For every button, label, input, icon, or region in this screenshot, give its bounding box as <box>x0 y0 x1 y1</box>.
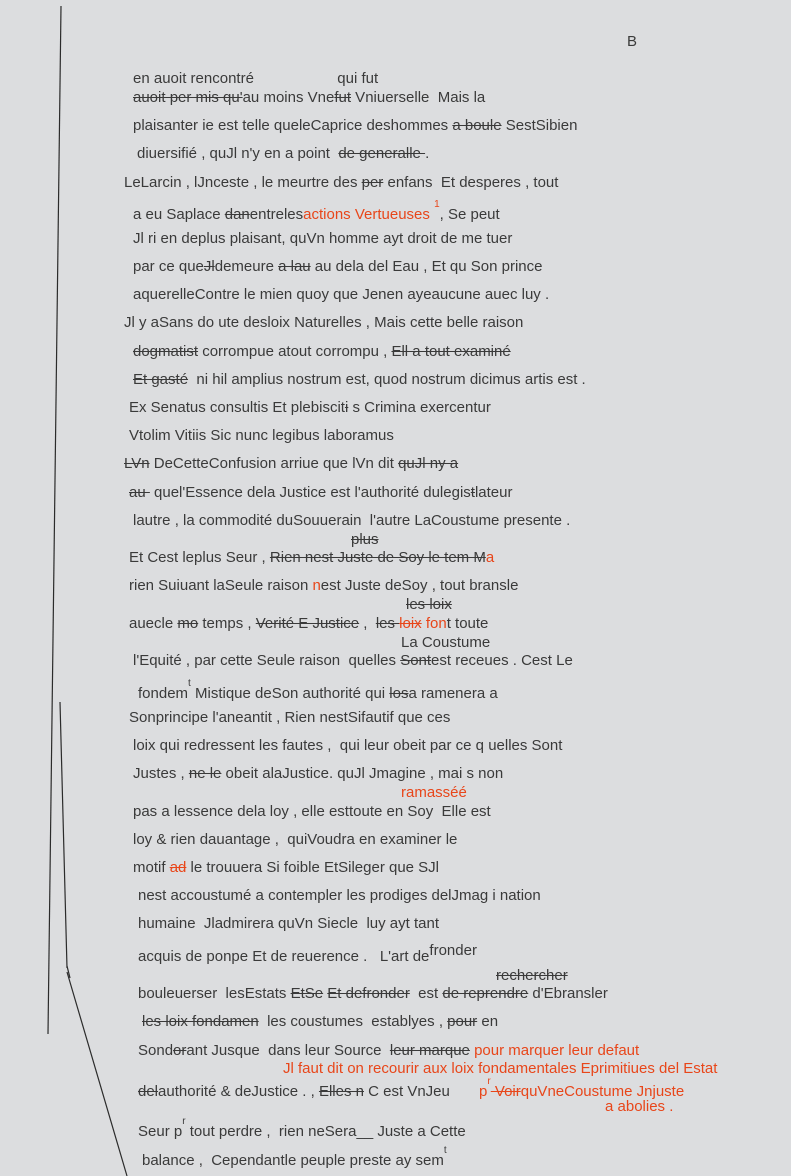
text-segment: authorité & deJustice . , <box>158 1083 319 1100</box>
text-line <box>401 784 467 802</box>
text-segment: est Juste deSoy , tout bransle <box>320 577 519 594</box>
red-annotation: quVneCoustume Jnjuste <box>520 1083 685 1100</box>
struck-text: les loix <box>406 596 452 613</box>
text-line <box>124 455 458 473</box>
text-segment: demeure <box>214 258 279 275</box>
text-segment: , <box>359 615 376 632</box>
struck-text: i <box>344 399 349 416</box>
text-line <box>133 371 586 389</box>
text-segment: Ex Senatus consultis Et plebiscit <box>129 399 345 416</box>
text-segment: lautre , la commodité duSouuerain l'autre LaCoustume presente . <box>133 512 571 529</box>
text-segment: tout perdre , rien neSera__ Juste a Cette <box>185 1123 466 1140</box>
text-segment: au moins Vne <box>242 89 335 106</box>
struck-text: los <box>389 685 409 702</box>
text-segment: acquis de ponpe Et de reuerence . L'art de <box>138 948 430 965</box>
text-segment: r <box>182 1116 186 1127</box>
text-line <box>124 314 523 332</box>
text-line <box>133 199 500 224</box>
text-line <box>133 343 511 361</box>
text-segment: Vniuerselle Mais la <box>351 89 486 106</box>
text-line <box>401 634 490 652</box>
text-line <box>133 117 577 135</box>
struck-text: del <box>138 1083 159 1100</box>
struck-text: or <box>173 1042 187 1059</box>
text-segment: l'Equité , par cette Seule raison quelles <box>133 652 401 669</box>
text-segment: t <box>443 1145 447 1156</box>
text-segment: Sonprincipe l'aneantit , Rien nestSifautif que ces <box>129 709 451 726</box>
red-annotation: pour marquer leur defaut <box>474 1042 640 1059</box>
struck-text: au <box>129 484 150 501</box>
text-segment: DeCetteConfusion arriue que lVn dit <box>149 455 399 472</box>
text-segment: au dela del Eau , Et qu Son prince <box>310 258 543 275</box>
struck-text: a boule <box>452 117 502 134</box>
text-line <box>133 89 485 107</box>
text-segment: est receues . Cest Le <box>431 652 573 669</box>
text-line <box>133 737 562 755</box>
text-segment: SestSibien <box>501 117 578 134</box>
text-line <box>142 1013 498 1031</box>
text-line <box>133 765 503 783</box>
red-annotation: r <box>487 1076 491 1087</box>
struck-text: a lau <box>278 258 311 275</box>
text-line <box>138 678 498 703</box>
struck-text: Jl <box>203 258 215 275</box>
red-annotation: p <box>479 1083 488 1100</box>
text-segment: nest accoustumé a contempler les prodiges delJmag i nation <box>138 887 541 904</box>
text-line <box>129 484 512 502</box>
struck-text: Rien nest Juste de Soy le tem M <box>269 549 486 566</box>
text-segment: obeit alaJustice. quJl Jmagine , mai s non <box>221 765 504 782</box>
struck-text: LVn <box>124 455 150 472</box>
struck-text: de generalle <box>338 145 426 162</box>
text-segment: par ce que <box>133 258 204 275</box>
text-line <box>605 1098 673 1116</box>
text-segment: t toute <box>446 615 489 632</box>
red-annotation: n <box>312 577 321 594</box>
text-line <box>129 615 488 633</box>
text-line <box>133 70 378 88</box>
text-line <box>351 531 379 549</box>
struck-text: rechercher <box>496 967 568 984</box>
struck-text: Voir <box>490 1083 521 1100</box>
struck-text: Et defronder <box>327 985 410 1002</box>
text-line <box>496 967 568 985</box>
text-segment: balance , Cependantle peuple preste ay sem <box>142 1152 444 1169</box>
text-line <box>133 803 491 821</box>
text-segment: le trouuera Si foible EtSileger que SJl <box>186 859 440 876</box>
text-line <box>406 596 452 614</box>
text-segment: pas a lessence dela loy , elle esttoute en Soy Elle est <box>133 803 491 820</box>
red-annotation: a <box>485 549 495 566</box>
red-annotation: ramasséé <box>401 784 467 801</box>
struck-text: auoit per mis qu' <box>133 89 243 106</box>
text-segment: Jl ri en deplus plaisant, quVn homme ayt droit de me tuer <box>133 230 513 247</box>
text-segment: bouleuerser lesEstats <box>138 985 291 1002</box>
text-segment: Seur p <box>138 1123 183 1140</box>
text-line <box>133 230 512 248</box>
red-annotation: a abolies . <box>605 1098 674 1115</box>
text-segment: Et Cest leplus Seur , <box>129 549 270 566</box>
text-line <box>133 859 439 877</box>
struck-text: les <box>375 615 400 632</box>
struck-text: Ell a tout examiné <box>391 343 511 360</box>
text-line <box>129 709 450 727</box>
text-segment: loix qui redressent les fautes , qui leur obeit par ce q uelles Sont <box>133 737 563 754</box>
struck-text: dogmatist <box>133 343 199 360</box>
text-segment: Mistique deSon authorité qui <box>190 685 390 702</box>
text-segment: lateur <box>474 484 513 501</box>
struck-text: per <box>361 174 384 191</box>
text-line <box>138 942 477 966</box>
text-segment: a ramenera a <box>408 685 498 702</box>
text-segment: Sond <box>138 1042 174 1059</box>
text-line <box>129 427 394 445</box>
margin-line-diagonal <box>67 972 127 1176</box>
text-segment: fronder <box>429 942 477 959</box>
text-line <box>138 887 541 905</box>
text-segment: plaisanter ie est telle queleCaprice deshommes <box>133 117 453 134</box>
red-annotation: Jl faut dit on recourir aux loix fondamentales Eprimitiues del Estat <box>283 1060 718 1077</box>
text-line <box>142 1145 447 1170</box>
text-segment: en <box>477 1013 499 1030</box>
page-letter: B <box>627 33 638 50</box>
text-segment: . <box>425 145 430 162</box>
red-annotation: fon <box>425 615 447 632</box>
text-line <box>133 512 570 530</box>
text-segment: humaine Jladmirera quVn Siecle luy ayt tant <box>138 915 439 932</box>
struck-text: leur marque <box>389 1042 470 1059</box>
text-line <box>138 1116 466 1141</box>
text-segment: corrompue atout corrompu , <box>198 343 392 360</box>
text-segment: auecle <box>129 615 178 632</box>
struck-text: Verité E Justice <box>255 615 360 632</box>
struck-text: t <box>470 484 475 501</box>
text-segment: d'Ebransler <box>528 985 608 1002</box>
text-line <box>283 1060 717 1078</box>
struck-text: pour <box>447 1013 478 1030</box>
text-segment: Justes , <box>133 765 189 782</box>
text-segment: C est VnJeu <box>363 1083 480 1100</box>
margin-line-left <box>48 6 61 1034</box>
text-segment: rien Suiuant laSeule raison <box>129 577 313 594</box>
text-segment: t <box>188 678 191 689</box>
text-segment: enfans Et desperes , tout <box>383 174 559 191</box>
text-segment: diuersifié , quJl n'y en a point <box>137 145 339 162</box>
struck-text: plus <box>351 531 379 548</box>
struck-text: ad <box>169 859 187 876</box>
text-line <box>138 985 608 1003</box>
text-segment: LeLarcin , lJnceste , le meurtre des <box>124 174 362 191</box>
text-segment: La Coustume <box>401 634 491 651</box>
text-line <box>124 174 558 192</box>
struck-text: Elles n <box>318 1083 364 1100</box>
red-annotation: actions Vertueuses <box>303 206 435 223</box>
text-line <box>133 652 573 670</box>
text-segment: est <box>409 985 443 1002</box>
struck-text: de reprendre <box>442 985 529 1002</box>
text-segment: quel'Essence dela Justice est l'authorité dulegis <box>149 484 471 501</box>
text-line <box>133 831 457 849</box>
text-segment: ni hil amplius nostrum est, quod nostrum dicimus artis est . <box>188 371 586 388</box>
struck-text: dan <box>224 206 250 223</box>
text-segment: aquerelleContre le mien quoy que Jenen ayeaucune auec luy . <box>133 286 550 303</box>
text-line <box>133 286 549 304</box>
text-line <box>138 1042 639 1060</box>
text-line <box>137 145 429 163</box>
struck-text: quJl ny a <box>398 455 459 472</box>
text-segment: ant Jusque dans leur Source <box>186 1042 390 1059</box>
text-segment: entreles <box>249 206 304 223</box>
struck-text: Et gasté <box>133 371 189 388</box>
text-line <box>138 1076 685 1101</box>
text-line <box>129 549 494 567</box>
margin-line-short <box>60 702 67 968</box>
text-segment: , Se peut <box>439 206 500 223</box>
struck-text: ne le <box>188 765 222 782</box>
text-segment: en auoit rencontré qui fut <box>133 70 379 87</box>
text-line <box>129 399 491 417</box>
struck-text: les loix fondamen <box>142 1013 259 1030</box>
red-annotation: 1 <box>434 199 440 210</box>
text-segment: Vtolim Vitiis Sic nunc legibus laboramus <box>129 427 394 444</box>
text-segment: loy & rien dauantage , quiVoudra en examiner le <box>133 831 458 848</box>
text-line <box>129 577 518 595</box>
text-segment: les coustumes establyes , <box>258 1013 448 1030</box>
text-line <box>133 258 542 276</box>
struck-text: mo <box>177 615 199 632</box>
text-segment: motif <box>133 859 170 876</box>
text-segment: fondem <box>138 685 189 702</box>
struck-text: loix <box>399 615 422 632</box>
struck-text: EtSe <box>290 985 324 1002</box>
text-segment: s Crimina exercentur <box>348 399 491 416</box>
struck-text: Sont <box>400 652 432 669</box>
struck-text: fut <box>334 89 352 106</box>
text-line <box>138 915 439 933</box>
text-segment: temps , <box>198 615 256 632</box>
text-segment: Jl y aSans do ute desloix Naturelles , Mais cette belle raison <box>124 314 524 331</box>
text-segment: a eu Saplace <box>133 206 225 223</box>
